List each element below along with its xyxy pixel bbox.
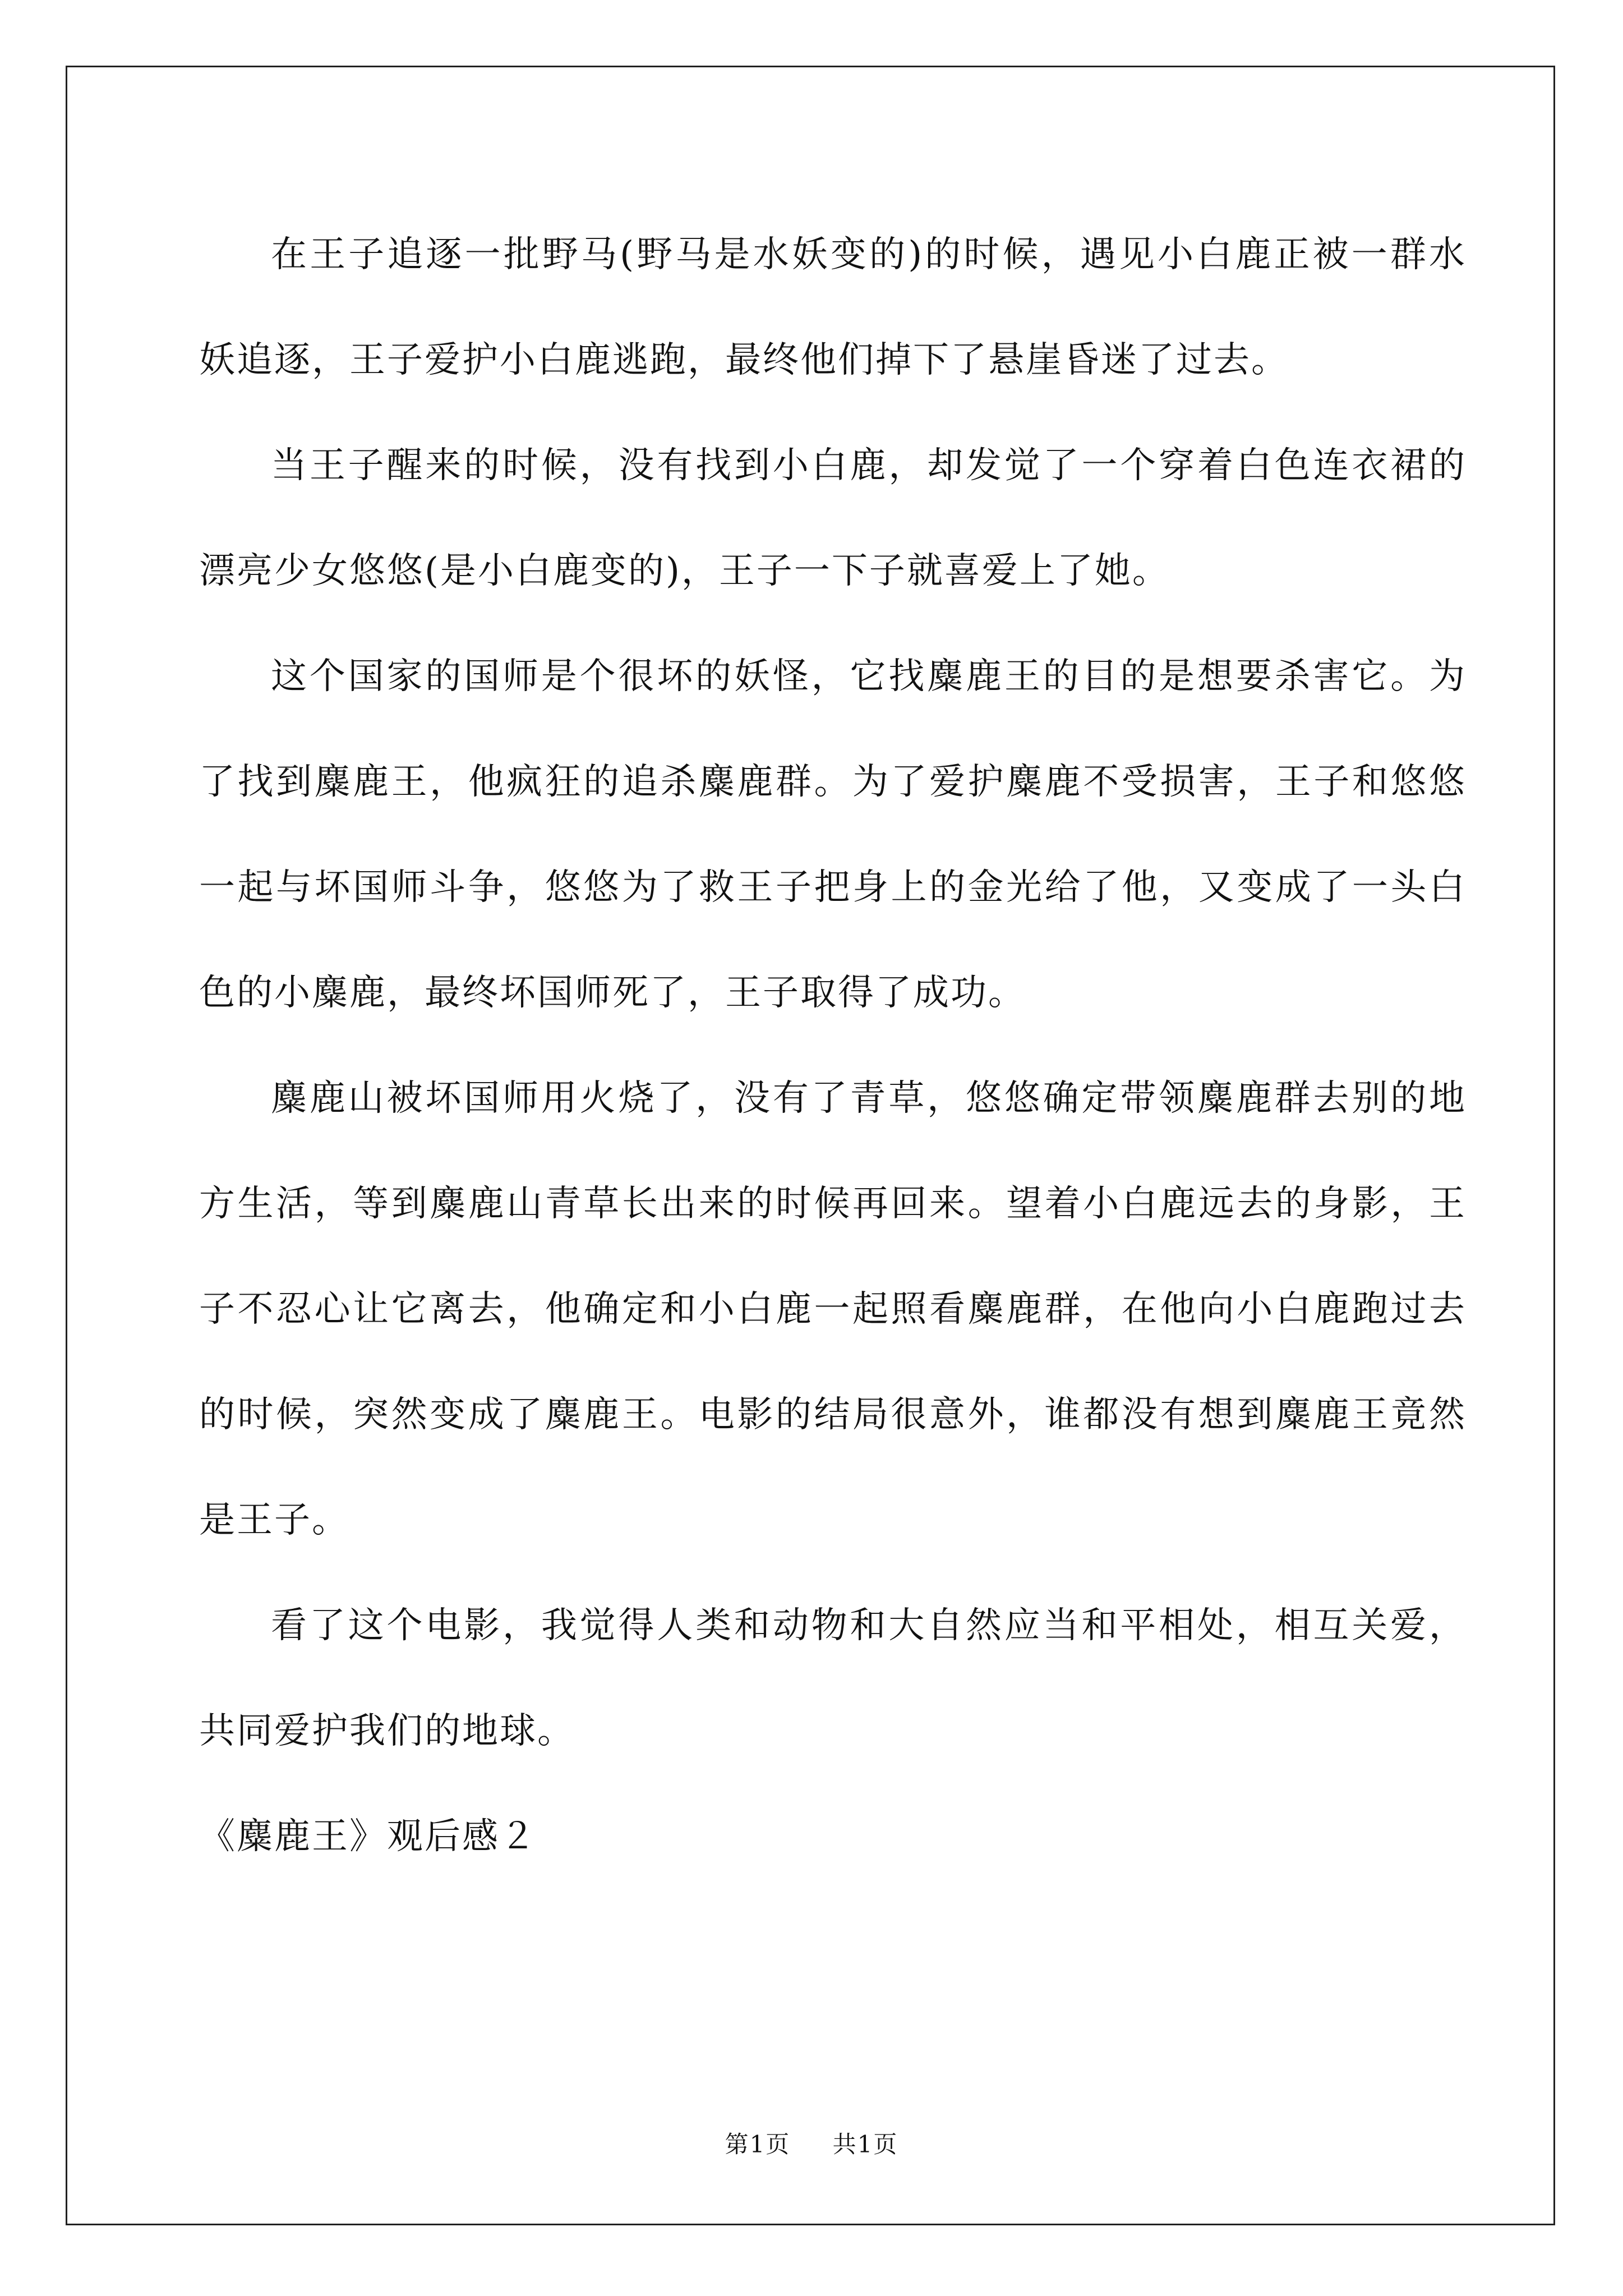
- paragraph-1: 在王子追逐一批野马(野马是水妖变的)的时候，遇见小白鹿正被一群水妖追逐，王子爱护小白鹿逃跑，最终他们掉下了悬崖昏迷了过去。: [199, 234, 1467, 381]
- paragraph-5: 看了这个电影，我觉得人类和动物和大自然应当和平相处，相互关爱，共同爱护我们的地球。: [199, 1605, 1467, 1752]
- document-body: [199, 202, 1467, 1889]
- paragraph-4: 麋鹿山被坏国师用火烧了，没有了青草，悠悠确定带领麋鹿群去别的地方生活，等到麋鹿山青草长出来的时候再回来。望着小白鹿远去的身影，王子不忍心让它离去，他确定和小白鹿一起照看麋鹿群，在他向小白鹿跑过去的时候，突然变成了麋鹿王。电影的结局很意外，谁都没有想到麋鹿王竟然是王子。: [199, 1078, 1467, 1541]
- paragraph-3: 这个国家的国师是个很坏的妖怪，它找麋鹿王的目的是想要杀害它。为了找到麋鹿王，他疯狂的追杀麋鹿群。为了爱护麋鹿不受损害，王子和悠悠一起与坏国师斗争，悠悠为了救王子把身上的金光给了他，又变成了一头白色的小麋鹿，最终坏国师死了，王子取得了成功。: [199, 656, 1467, 1014]
- section-heading: 《麋鹿王》观后感２: [199, 1816, 537, 1857]
- paragraph-2: 当王子醒来的时候，没有找到小白鹿，却发觉了一个穿着白色连衣裙的漂亮少女悠悠(是小白鹿变的)，王子一下子就喜爱上了她。: [199, 445, 1467, 592]
- page-footer: [0, 2126, 1623, 2160]
- page-number-current: 第1页: [725, 2131, 791, 2158]
- page-number-total: 共1页: [832, 2131, 898, 2158]
